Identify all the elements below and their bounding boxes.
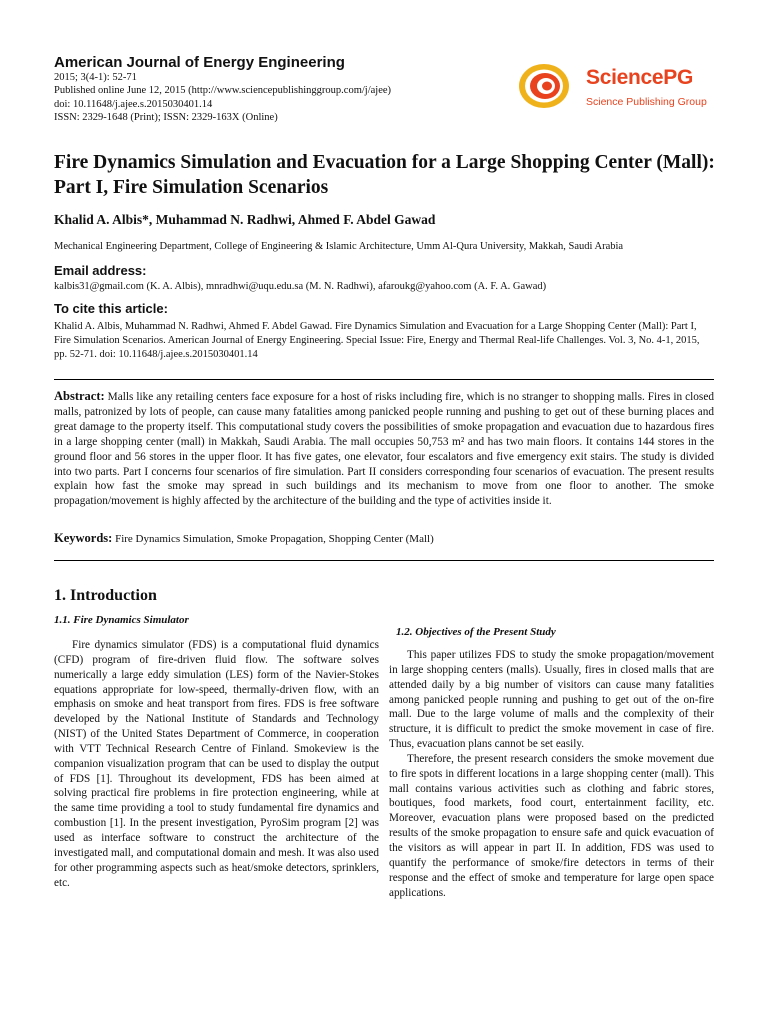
left-column: [54, 638, 379, 890]
meta-issn: ISSN: 2329-1648 (Print); ISSN: 2329-163X (Online): [54, 111, 278, 123]
journal-meta: [54, 71, 391, 124]
meta-published: Published online June 12, 2015 (http://www.sciencepublishinggroup.com/j/ajee): [54, 85, 392, 97]
email-heading: Email address:: [54, 263, 147, 278]
email-addresses: kalbis31@gmail.com (K. A. Albis), mnradhwi@uqu.edu.sa (M. N. Radhwi), afaroukg@yahoo.com (A. F. A. Gawad): [54, 281, 547, 292]
divider-top: [54, 379, 714, 380]
section-heading-introduction: 1. Introduction: [54, 587, 157, 604]
journal-title: American Journal of Energy Engineering: [54, 54, 345, 71]
meta-issue: 2015; 3(4-1): 52-71: [54, 72, 137, 83]
meta-doi: doi: 10.11648/j.ajee.s.2015030401.14: [54, 98, 213, 110]
cite-heading: To cite this article:: [54, 301, 168, 316]
right-column: [389, 648, 714, 900]
logo-wordmark: SciencePG: [586, 66, 694, 89]
subsection-heading-fds: 1.1. Fire Dynamics Simulator: [54, 614, 189, 626]
citation-text: Khalid A. Albis, Muhammad N. Radhwi, Ahmed F. Abdel Gawad. Fire Dynamics Simulation and Evacuation for a Large Shopping Center (Mall): Part I, Fire Simulation Scenarios. American Journal of Energy Engineering. Special Issue: Fire, Energy and Thermal Real-life Challenges. Vol. 3, No. 4-1, 2015, pp. 52-71. doi: 10.11648/j.ajee.s.2015030401.14: [54, 321, 700, 360]
keywords-text: Fire Dynamics Simulation, Smoke Propagation, Shopping Center (Mall): [115, 533, 434, 545]
logo-subtitle: Science Publishing Group: [586, 96, 707, 108]
affiliation: Mechanical Engineering Department, College of Engineering & Islamic Architecture, Umm Al-Qura University, Makkah, Saudi Arabia: [54, 241, 624, 252]
keywords-label: Keywords:: [54, 531, 113, 545]
author-list: Khalid A. Albis*, Muhammad N. Radhwi, Ahmed F. Abdel Gawad: [54, 212, 436, 227]
abstract: [54, 389, 714, 509]
keywords: [54, 531, 714, 546]
publisher-logo: [516, 60, 716, 112]
abstract-text: Malls like any retailing centers face exposure for a host of risks including fire, which is no stranger to shopping malls. Fires in closed malls, patronized by lots of people, can cause many fatalities among panicked people running and pushing to get out of these burning places and great damage to the property itself. This computational study covers the possibilities of smoke propagation and evacuation due to hazardous fires in a large shopping center (mall) in Makkah, Saudi Arabia. The mall occupies 50,753 m² and has two main floors. It contains 144 stores in the ground floor and 56 stores in the upper floor. It has five gates, one elevator, four escalators and five emergency exit stairs. The study is divided into two parts. Part I concerns four scenarios of fire simulation. Part II considers corresponding four scenarios of evacuation. The present results explain how fast the smoke may spread in such buildings and its mechanism to move from one floor to another. The smoke propagation/movement is highly affected by the architecture of the building and the type of activities inside it.: [54, 391, 714, 508]
paper-title: Fire Dynamics Simulation and Evacuation for a Large Shopping Center (Mall): Part I, Fire Simulation Scenarios: [54, 152, 715, 198]
subsection-heading-objectives: 1.2. Objectives of the Present Study: [396, 626, 556, 638]
paragraph-objectives-2: Therefore, the present research considers the smoke movement due to fire spots in different locations in a large shopping center (mall). This mall contains various activities such as clothing and fabric stores, boutiques, food markets, food court, entertainment facility, etc. Moreover, evacuation plans were proposed based on the predicted results of the smoke propagation to ensure safe and quick evacuation of the visitors as will appear in part II. In addition, FDS was used to quantify the performance of smoke/fire detectors in terms of their response and the effect of smoke and temperature for large open space applications.: [389, 752, 714, 899]
paragraph-fds: Fire dynamics simulator (FDS) is a computational fluid dynamics (CFD) program of fire-driven fluid flow. The software solves numerically a large eddy simulation (LES) form of the Navier-Stokes equations appropriate for low-speed, thermally-driven flow, with an emphasis on smoke and heat transport from fires. FDS is free software developed by the National Institute of Standards and Technology (NIST) of the United States Department of Commerce, in cooperation with VTT Technical Research Centre of Finland. Smokeview is the companion visualization program that can be used to display the output of FDS [1]. Throughout its development, FDS has been aimed at solving practical fire problems in fire protection engineering, while at the same time providing a tool to study fundamental fire dynamics and combustion [1]. In the present investigation, PyroSim program [2] was used as interface software to construct the architecture of the investigated mall, and computational domain and mesh. It was also used for other programming aspects such as heat/smoke detectors, sprinklers, etc.: [54, 639, 379, 889]
paragraph-objectives-1: This paper utilizes FDS to study the smoke propagation/movement in large shopping centers (malls). Usually, fires in closed malls that are attended daily by a big number of visitors can cause many fatalities among panicked people running and pushing to get out of the on-fire mall. Due to the large volume of malls and the complexity of their structure, it is difficult to predict the smoke movement in case of fire. Thus, evacuation plans cannot be set easily.: [389, 649, 714, 751]
abstract-label: Abstract:: [54, 389, 105, 403]
sciencepg-logo-icon: [516, 60, 578, 112]
divider-bottom: [54, 560, 714, 561]
